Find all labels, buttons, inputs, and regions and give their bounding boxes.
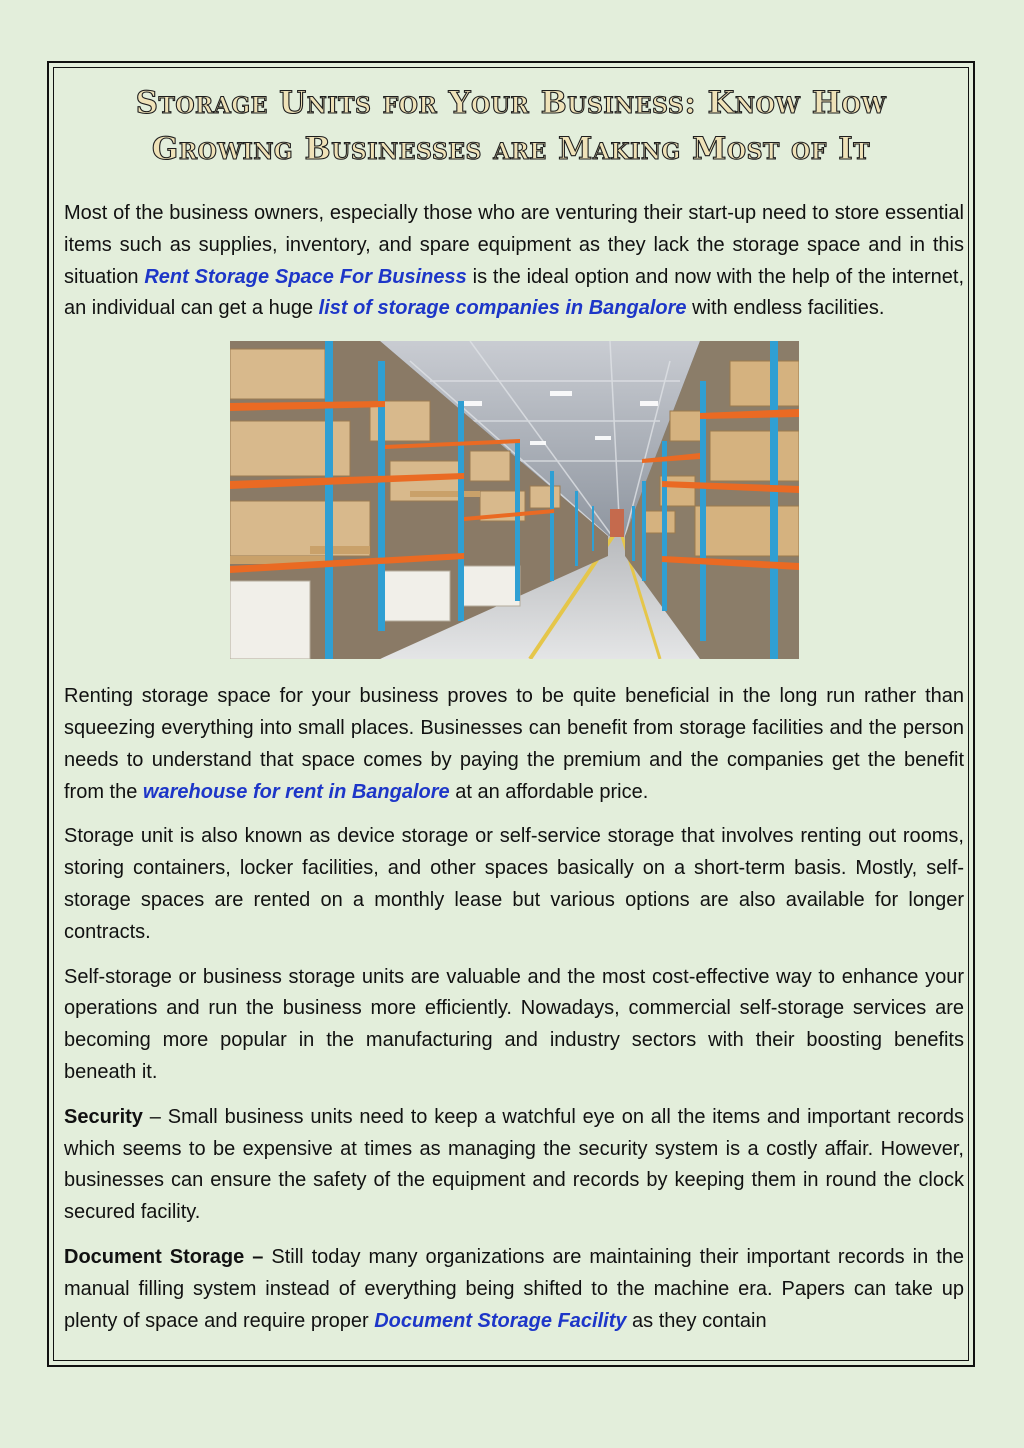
renting-text-1: Renting storage space for your business proves to be quite beneficial in the long run rather than squeezing everything into small places. Businesses can benefit from storage facilities and the person needs to understand that space comes by paying the premium and the companies get the benefit from the (64, 685, 964, 803)
warehouse-photo (230, 341, 799, 659)
page-frame (53, 67, 969, 1361)
renting-paragraph (64, 681, 964, 808)
security-paragraph (64, 1102, 964, 1229)
page-border (47, 61, 975, 1367)
document-text-1: Still today many organizations are maintaining their important records in the manual filling system instead of everything being shifted to the machine era. Papers can take up plenty of space and require proper (64, 1245, 965, 1332)
document-text-2: as they contain (626, 1309, 767, 1332)
document-storage-label: Document Storage – (64, 1245, 264, 1268)
rent-storage-link[interactable]: Rent Storage Space For Business (144, 265, 467, 288)
intro-text-2: is the ideal option and now with the help of the internet, an individual can get a huge (64, 265, 965, 320)
security-label: Security (64, 1105, 143, 1128)
intro-paragraph (64, 198, 964, 325)
article-body (64, 198, 964, 1350)
intro-text-3: with endless facilities. (686, 297, 885, 320)
self-storage-paragraph: Self-storage or business storage units are valuable and the most cost-effective way to enhance your operations and run the business more efficiently. Nowadays, commercial self-storage services are becoming more popular in the manufacturing and industry sectors with their boosting benefits beneath it. (64, 965, 964, 1083)
storage-companies-link[interactable]: list of storage companies in Bangalore (318, 297, 687, 320)
document-storage-paragraph (64, 1242, 964, 1337)
intro-text-1: Most of the business owners, especially those who are venturing their start-up need to store essential items such as supplies, inventory, and spare equipment as they lack the storage space and in this situation (64, 202, 964, 288)
renting-text-2: at an affordable price. (449, 780, 649, 803)
title-line-2: Growing Businesses are Making Most of It (151, 131, 871, 167)
warehouse-rent-link[interactable]: warehouse for rent in Bangalore (142, 780, 450, 803)
document-storage-link[interactable]: Document Storage Facility (374, 1309, 627, 1332)
title-line-1: Storage Units for Your Business: Know How (135, 85, 887, 121)
storage-unit-paragraph: Storage unit is also known as device storage or self-service storage that involves renting out rooms, storing containers, locker facilities, and other spaces basically on a short-term basis. Mostly, self-storage spaces are rented on a monthly lease but various options are also available for longer contracts. (64, 825, 964, 943)
page-title (54, 80, 968, 172)
security-text: – Small business units need to keep a watchful eye on all the items and important records which seems to be expensive at times as managing the security system is a costly affair. However, businesses can ensure the safety of the equipment and records by keeping them in round the clock secured facility. (64, 1105, 964, 1224)
